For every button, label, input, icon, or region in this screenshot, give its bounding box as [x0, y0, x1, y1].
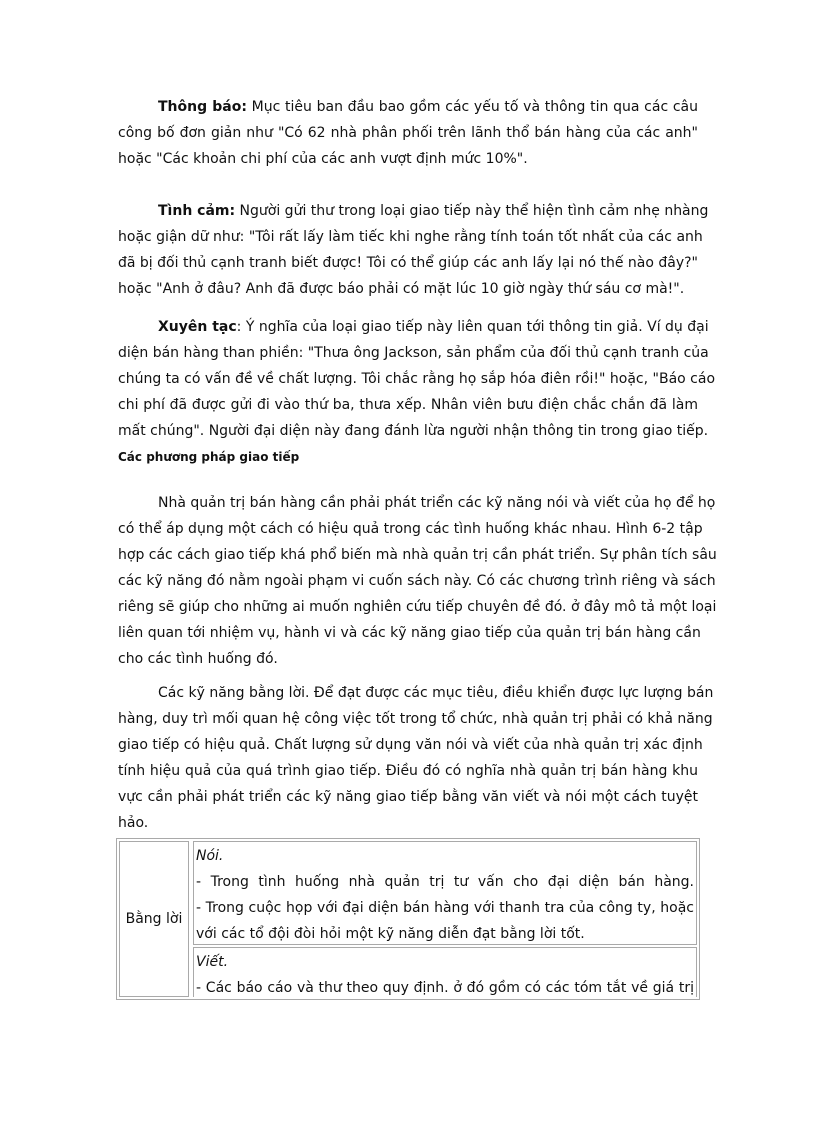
text-line: - Trong tình huống nhà quản trị tư vấn cho đại diện bán hàng.: [196, 874, 694, 890]
text-span: : Ý nghĩa của loại giao tiếp này liên quan tới thông tin giả. Ví dụ đại: [236, 319, 709, 335]
table-cell-category: [119, 841, 189, 997]
text-line: riêng sẽ giúp cho những ai muốn nghiên cứu tiếp chuyên đề đó. ở đây mô tả một loại: [118, 599, 717, 615]
text-line: hoặc "Anh ở đâu? Anh đã được báo phải có mặt lúc 10 giờ ngày thứ sáu cơ mà!".: [118, 281, 685, 297]
text-line: liên quan tới nhiệm vụ, hành vi và các kỹ năng giao tiếp của quản trị bán hàng cần: [118, 625, 701, 641]
text-line: diện bán hàng than phiền: "Thưa ông Jackson, sản phẩm của đối thủ cạnh tranh của: [118, 345, 709, 361]
text-line: [118, 94, 698, 120]
text-line: [118, 314, 709, 340]
table-cell-noi: [193, 841, 697, 945]
paragraph-ky-nang-bang-loi: [118, 680, 714, 836]
text-line: công bố đơn giản như "Có 62 nhà phân phối trên lãnh thổ bán hàng của các anh": [118, 125, 698, 141]
paragraph-tinh-cam: [118, 198, 709, 302]
text-line: vực cần phải phát triển các kỹ năng giao tiếp bằng văn viết và nói một cách tuyệt: [118, 789, 698, 805]
table-cell-viet: [193, 947, 697, 997]
text-line: - Các báo cáo và thư theo quy định. ở đó gồm có các tóm tắt về giá trị: [196, 980, 694, 996]
skills-table: [116, 838, 700, 1000]
text-line: - Trong cuộc họp với đại diện bán hàng với thanh tra của công ty, hoặc: [196, 900, 694, 916]
text-line: hoặc "Các khoản chi phí của các anh vượt định mức 10%".: [118, 151, 528, 167]
text-span: Người gửi thư trong loại giao tiếp này thể hiện tình cảm nhẹ nhàng: [235, 203, 709, 219]
paragraph-thong-bao: [118, 94, 698, 172]
text-line: các kỹ năng đó nằm ngoài phạm vi cuốn sách này. Có các chương trình riêng và sách: [118, 573, 716, 589]
term-label: Tình cảm:: [158, 203, 236, 219]
text-line: Các kỹ năng bằng lời. Để đạt được các mục tiêu, điều khiển được lực lượng bán: [158, 685, 714, 701]
text-line: Nhà quản trị bán hàng cần phải phát triển các kỹ năng nói và viết của họ để họ: [158, 495, 716, 511]
text-line: có thể áp dụng một cách có hiệu quả trong các tình huống khác nhau. Hình 6-2 tập: [118, 521, 703, 537]
section-heading: Các phương pháp giao tiếp: [118, 450, 300, 464]
paragraph-xuyen-tac: [118, 314, 716, 444]
term-label: Xuyên tạc: [158, 319, 237, 335]
text-line: cho các tình huống đó.: [118, 651, 278, 667]
cell-title: Viết.: [196, 954, 229, 970]
text-span: Mục tiêu ban đầu bao gồm các yếu tố và thông tin qua các câu: [246, 99, 698, 115]
text-line: mất chúng". Người đại diện này đang đánh lừa người nhận thông tin trong giao tiếp.: [118, 423, 709, 439]
paragraph-phuong-phap: [118, 490, 717, 672]
text-line: đã bị đối thủ cạnh tranh biết được! Tôi có thể giúp các anh lấy lại nó thế nào đây?": [118, 255, 698, 271]
text-line: tính hiệu quả của quá trình giao tiếp. Điều đó có nghĩa nhà quản trị bán hàng khu: [118, 763, 698, 779]
text-line: hàng, duy trì mối quan hệ công việc tốt trong tổ chức, nhà quản trị phải có khả năng: [118, 711, 713, 727]
text-line: hợp các cách giao tiếp khá phổ biến mà nhà quản trị cần phát triển. Sự phân tích sâu: [118, 547, 717, 563]
text-line: hảo.: [118, 815, 149, 831]
text-line: chúng ta có vấn đề về chất lượng. Tôi chắc rằng họ sắp hóa điên rồi!" hoặc, "Báo cáo: [118, 371, 716, 387]
cell-title: Nói.: [196, 848, 224, 864]
text-line: hoặc giận dữ như: "Tôi rất lấy làm tiếc khi nghe rằng tính toán tốt nhất của các anh: [118, 229, 703, 245]
text-line: chi phí đã được gửi đi vào thứ ba, thưa xếp. Nhân viên bưu điện chắc chắn đã làm: [118, 397, 698, 413]
text-line: giao tiếp có hiệu quả. Chất lượng sử dụng văn nói và viết của nhà quản trị xác định: [118, 737, 703, 753]
term-label: Thông báo:: [158, 99, 247, 115]
text-line: với các tổ đội đòi hỏi một kỹ năng diễn đạt bằng lời tốt.: [196, 926, 585, 942]
category-label: Bằng lời: [125, 911, 183, 927]
text-line: [118, 198, 709, 224]
